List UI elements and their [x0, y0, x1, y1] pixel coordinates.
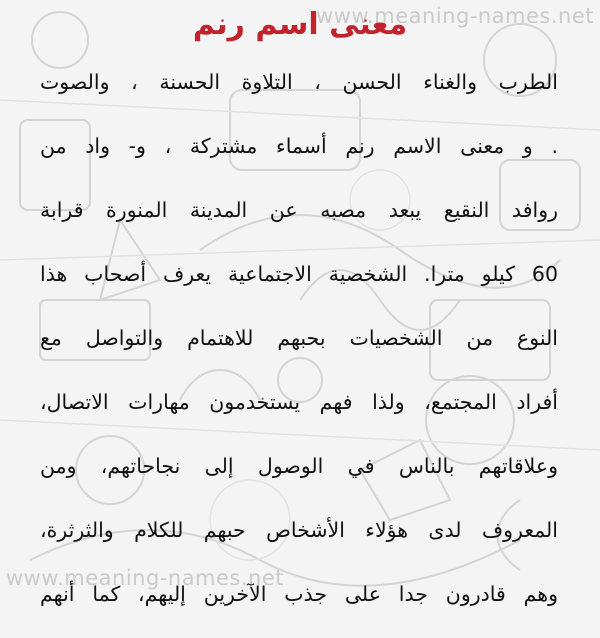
text-line: روافد النقيع يبعد مصبه عن المدينة المنورة قرابة: [40, 198, 558, 222]
text-line: 60 كيلو مترا. الشخصية الاجتماعية يعرف أصحاب هذا: [40, 262, 558, 286]
header: [0, 0, 600, 52]
watermark-bottom: www.meaning-names.net: [6, 566, 285, 590]
watermark-top: www.meaning-names.net: [315, 4, 594, 28]
text-line: . و معنى الاسم رنم أسماء مشتركة ، و- واد من: [40, 134, 558, 158]
text-line: النوع من الشخصيات بحبهم للاهتمام والتواصل مع: [40, 326, 558, 350]
text-line: المعروف لدى هؤلاء الأشخاص حبهم للكلام والثرثرة،: [40, 518, 558, 542]
text-line: وهم قادرون جدا على جذب الآخرين إليهم، كما أنهم: [40, 582, 558, 606]
text-line: وعلاقاتهم بالناس في الوصول إلى نجاحاتهم، ومن: [40, 454, 558, 478]
text-line: أفراد المجتمع، ولذا فهم يستخدمون مهارات الاتصال،: [40, 390, 558, 414]
body-text: [40, 62, 558, 638]
page-title: معنى اسم رنم: [192, 7, 408, 42]
text-line: الطرب والغناء الحسن ، التلاوة الحسنة ، والصوت: [40, 70, 558, 94]
